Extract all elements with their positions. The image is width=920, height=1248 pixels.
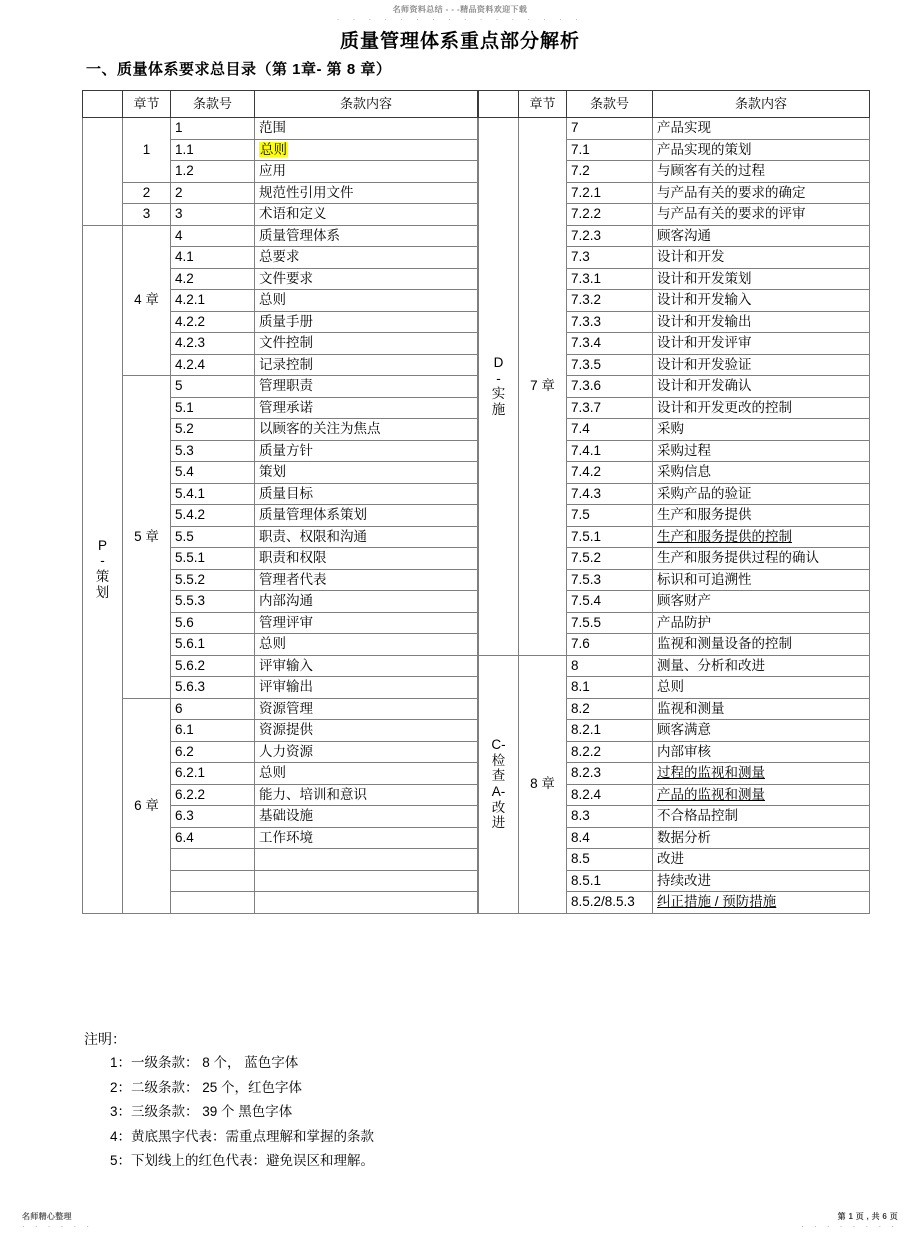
- right-header-pdca-spacer: [479, 91, 519, 118]
- clause-content-cell: [653, 376, 870, 398]
- clause-number-cell: [171, 849, 255, 871]
- clause-number-cell: 5: [171, 376, 255, 398]
- note-item: 4：黄底黑字代表：需重点理解和掌握的条款: [110, 1128, 375, 1144]
- left-header-chapter: 章节: [123, 91, 171, 118]
- clause-content-cell: [255, 290, 478, 312]
- clause-number-cell: 7.4.1: [567, 440, 653, 462]
- clause-content-cell: [653, 612, 870, 634]
- clause-number-cell: 6.2.2: [171, 784, 255, 806]
- clause-text: 生产和服务提供: [657, 507, 752, 523]
- right-header-chapter: 章节: [519, 91, 567, 118]
- pdca-char: 策: [95, 569, 110, 584]
- page-title: 质量管理体系重点部分解析: [339, 31, 580, 52]
- clause-text: 生产和服务提供过程的确认: [657, 550, 819, 566]
- underlined-clause-text: 生产和服务提供的控制: [657, 528, 792, 544]
- table-row: [83, 204, 478, 226]
- clause-text: 改进: [657, 851, 684, 867]
- clause-number-cell: 8.5: [567, 849, 653, 871]
- clause-text: 管理承诺: [259, 399, 313, 415]
- clause-text: 不合格品控制: [657, 808, 738, 824]
- clause-text: 职责、权限和沟通: [259, 528, 367, 544]
- clause-number-cell: 4.2.3: [171, 333, 255, 355]
- clause-content-cell: [653, 247, 870, 269]
- clause-text: 职责和权限: [259, 550, 327, 566]
- clause-number-cell: 5.1: [171, 397, 255, 419]
- clause-text: 总要求: [259, 249, 300, 265]
- clause-content-cell: [653, 161, 870, 183]
- clause-number-cell: 3: [171, 204, 255, 226]
- clause-number-cell: 8.3: [567, 806, 653, 828]
- clause-content-cell: [255, 268, 478, 290]
- left-header-pdca-spacer: [83, 91, 123, 118]
- note-item: 3：三级条款： 39 个 黑色字体: [110, 1104, 293, 1119]
- clause-content-cell: [653, 440, 870, 462]
- clause-text: 术语和定义: [259, 206, 327, 222]
- clause-content-cell: [255, 311, 478, 333]
- clause-number-cell: 6: [171, 698, 255, 720]
- clause-content-cell: [653, 634, 870, 656]
- pdca-char: 施: [491, 401, 506, 417]
- clause-number-cell: 4.2.4: [171, 354, 255, 376]
- clause-content-cell: [255, 118, 478, 140]
- notes-list: [84, 1056, 374, 1168]
- clause-number-cell: 7.4.3: [567, 483, 653, 505]
- clause-number-cell: 8.2.3: [567, 763, 653, 785]
- clause-text: 管理职责: [259, 378, 313, 394]
- clause-text: 产品防护: [657, 614, 711, 630]
- clause-text: 规范性引用文件: [259, 184, 354, 200]
- clause-content-cell: [653, 849, 870, 871]
- clause-content-cell: [255, 892, 478, 914]
- clause-content-cell: [653, 569, 870, 591]
- chapter-cell: 5 章: [123, 376, 171, 699]
- clause-number-cell: 8.5.1: [567, 870, 653, 892]
- clause-number-cell: 5.5.3: [171, 591, 255, 613]
- clause-text: 设计和开发确认: [657, 378, 752, 394]
- clause-content-cell: [255, 419, 478, 441]
- clause-number-cell: 7.2.1: [567, 182, 653, 204]
- clause-content-cell: [255, 763, 478, 785]
- header-watermark-text: 名师资料总结 - - -精品资料欢迎下载: [392, 5, 528, 14]
- pdca-label-empty: [83, 118, 123, 226]
- notes-title: 注明：: [84, 1031, 126, 1047]
- clause-content-cell: [653, 397, 870, 419]
- clause-content-cell: [653, 720, 870, 742]
- clause-text: 以顾客的关注为焦点: [259, 421, 381, 437]
- clause-content-cell: [255, 354, 478, 376]
- clause-text: 资源提供: [259, 722, 313, 738]
- clause-content-cell: [653, 139, 870, 161]
- clause-content-cell: [653, 827, 870, 849]
- footer-watermark-right-dots: · · · · · · · ·: [801, 1222, 898, 1231]
- table-row: [83, 376, 478, 398]
- pdca-char: D: [493, 355, 504, 371]
- clause-text: 设计和开发输入: [657, 292, 752, 308]
- clause-number-cell: [171, 892, 255, 914]
- clause-number-cell: 8.2.4: [567, 784, 653, 806]
- clause-content-cell: [653, 741, 870, 763]
- clause-number-cell: 7: [567, 118, 653, 140]
- table-row: [83, 182, 478, 204]
- clause-number-cell: 7.3.3: [567, 311, 653, 333]
- clause-number-cell: 4.2.1: [171, 290, 255, 312]
- pdca-char: -: [496, 370, 501, 386]
- clause-text: 文件要求: [259, 270, 313, 286]
- clause-text: 采购过程: [657, 442, 711, 458]
- left-header-clause-content: 条款内容: [255, 91, 478, 118]
- clause-text: 采购: [657, 421, 684, 437]
- clause-text: 测量、分析和改进: [657, 657, 765, 673]
- clause-number-cell: 4.2.2: [171, 311, 255, 333]
- clause-content-cell: [653, 333, 870, 355]
- clause-content-cell: [653, 806, 870, 828]
- clause-content-cell: [653, 311, 870, 333]
- right-header-clause-no: 条款号: [567, 91, 653, 118]
- underlined-clause-text: 纠正措施 / 预防措施: [657, 894, 777, 910]
- clause-content-cell: [255, 204, 478, 226]
- pdca-char: -: [100, 553, 105, 569]
- pdca-char: 查: [491, 768, 506, 784]
- pdca-char: 检: [491, 752, 506, 768]
- left-header-clause-no: 条款号: [171, 91, 255, 118]
- clause-number-cell: 7.5: [567, 505, 653, 527]
- clause-number-cell: 8.5.2/8.5.3: [567, 892, 653, 914]
- highlighted-clause-text: 总则: [260, 141, 287, 157]
- clause-number-cell: 7.4: [567, 419, 653, 441]
- clause-content-cell: [653, 204, 870, 226]
- clause-content-cell: [255, 139, 478, 161]
- clause-text: 管理者代表: [259, 571, 327, 587]
- clause-number-cell: 1: [171, 118, 255, 140]
- clause-text: 应用: [259, 163, 286, 179]
- clause-text: 文件控制: [259, 335, 313, 351]
- clause-number-cell: 7.5.2: [567, 548, 653, 570]
- clause-number-cell: 8.2.2: [567, 741, 653, 763]
- clause-directory-tables: [82, 90, 870, 914]
- clause-number-cell: 7.5.4: [567, 591, 653, 613]
- clause-number-cell: 2: [171, 182, 255, 204]
- clause-text: 产品实现的策划: [657, 141, 752, 157]
- clause-text: 总则: [259, 292, 286, 308]
- pdca-char: P: [97, 537, 107, 553]
- clause-content-cell: [255, 591, 478, 613]
- clause-content-cell: [653, 591, 870, 613]
- clause-text: 总则: [259, 765, 286, 781]
- clause-content-cell: [255, 612, 478, 634]
- clause-number-cell: 6.1: [171, 720, 255, 742]
- clause-content-cell: [653, 290, 870, 312]
- clause-content-cell: [255, 225, 478, 247]
- clause-text: 顾客沟通: [657, 227, 711, 243]
- clause-content-cell: [653, 892, 870, 914]
- clause-number-cell: 7.3: [567, 247, 653, 269]
- pdca-label-check_act: [479, 655, 519, 913]
- clause-content-cell: [653, 784, 870, 806]
- clause-text: 工作环境: [259, 829, 313, 845]
- clause-text: 资源管理: [259, 700, 313, 716]
- clause-number-cell: 7.1: [567, 139, 653, 161]
- pdca-char: 划: [95, 584, 110, 600]
- chapter-cell: 1: [123, 118, 171, 183]
- note-item: 2：二级条款： 25 个，红色字体: [110, 1079, 303, 1095]
- clause-number-cell: 7.2.2: [567, 204, 653, 226]
- right-table-body: [479, 118, 870, 914]
- clause-text: 质量方针: [259, 442, 313, 458]
- clause-content-cell: [255, 634, 478, 656]
- chapter-cell: 6 章: [123, 698, 171, 913]
- clause-content-cell: [255, 548, 478, 570]
- clause-text: 设计和开发验证: [657, 356, 752, 372]
- clause-number-cell: 1.1: [171, 139, 255, 161]
- clause-number-cell: 8.1: [567, 677, 653, 699]
- pdca-label-plan: [83, 225, 123, 913]
- table-row: [479, 655, 870, 677]
- clause-content-cell: [255, 677, 478, 699]
- clause-text: 采购信息: [657, 464, 711, 480]
- underlined-clause-text: 过程的监视和测量: [657, 765, 765, 781]
- clause-content-cell: [255, 784, 478, 806]
- clause-number-cell: 5.5: [171, 526, 255, 548]
- clause-number-cell: 7.3.5: [567, 354, 653, 376]
- clause-number-cell: 7.3.2: [567, 290, 653, 312]
- clause-content-cell: [255, 376, 478, 398]
- clause-text: 记录控制: [259, 356, 313, 372]
- right-clause-table: [478, 90, 870, 914]
- clause-number-cell: 5.4: [171, 462, 255, 484]
- clause-content-cell: [653, 182, 870, 204]
- clause-content-cell: [255, 827, 478, 849]
- clause-content-cell: [255, 333, 478, 355]
- clause-content-cell: [255, 397, 478, 419]
- header-watermark-dots: · · · · · · · · · · · · · · · ·: [336, 15, 584, 24]
- clause-text: 设计和开发评审: [657, 335, 752, 351]
- clause-number-cell: 8: [567, 655, 653, 677]
- footer-watermark-left-dots: · · · · · ·: [22, 1222, 94, 1231]
- clause-text: 与产品有关的要求的评审: [657, 206, 806, 222]
- clause-text: 采购产品的验证: [657, 485, 752, 501]
- clause-number-cell: 8.4: [567, 827, 653, 849]
- clause-text: 范围: [259, 120, 286, 136]
- clause-number-cell: 1.2: [171, 161, 255, 183]
- clause-text: 内部审核: [657, 743, 711, 759]
- clause-number-cell: 5.6.2: [171, 655, 255, 677]
- clause-text: 顾客满意: [657, 722, 711, 738]
- clause-content-cell: [653, 870, 870, 892]
- clause-text: 管理评审: [259, 614, 313, 630]
- clause-text: 质量手册: [259, 313, 313, 329]
- clause-text: 监视和测量设备的控制: [657, 636, 792, 652]
- clause-number-cell: 6.3: [171, 806, 255, 828]
- pdca-char: 进: [491, 815, 506, 831]
- clause-content-cell: [255, 505, 478, 527]
- clause-content-cell: [255, 720, 478, 742]
- clause-number-cell: 5.6.3: [171, 677, 255, 699]
- clause-content-cell: [255, 870, 478, 892]
- clause-text: 质量管理体系策划: [259, 507, 367, 523]
- clause-content-cell: [653, 655, 870, 677]
- clause-number-cell: 5.6.1: [171, 634, 255, 656]
- pdca-char: 实: [491, 386, 506, 402]
- footer-watermark-left: 名师精心整理: [22, 1212, 72, 1221]
- clause-content-cell: [255, 526, 478, 548]
- clause-text: 策划: [259, 464, 286, 480]
- clause-number-cell: 7.3.6: [567, 376, 653, 398]
- clause-text: 能力、培训和意识: [259, 786, 367, 802]
- pdca-label-do: [479, 118, 519, 656]
- clause-content-cell: [653, 763, 870, 785]
- clause-content-cell: [653, 548, 870, 570]
- clause-content-cell: [653, 354, 870, 376]
- clause-number-cell: 5.6: [171, 612, 255, 634]
- notes-block: [84, 1032, 374, 1179]
- clause-number-cell: 5.2: [171, 419, 255, 441]
- left-table-container: [82, 90, 478, 914]
- chapter-cell: 2: [123, 182, 171, 204]
- section-heading: 一、质量体系要求总目录（第 1章- 第 8 章）: [86, 61, 392, 78]
- clause-content-cell: [255, 849, 478, 871]
- clause-number-cell: 5.5.2: [171, 569, 255, 591]
- clause-text: 总则: [259, 636, 286, 652]
- clause-text: 标识和可追溯性: [657, 571, 752, 587]
- clause-text: 顾客财产: [657, 593, 711, 609]
- clause-text: 质量管理体系: [259, 227, 340, 243]
- clause-number-cell: 7.2.3: [567, 225, 653, 247]
- table-row: [479, 118, 870, 140]
- clause-number-cell: 7.2: [567, 161, 653, 183]
- underlined-clause-text: 产品的监视和测量: [657, 786, 765, 802]
- chapter-cell: 3: [123, 204, 171, 226]
- right-table-container: [478, 90, 870, 914]
- clause-number-cell: 4.1: [171, 247, 255, 269]
- clause-content-cell: [653, 268, 870, 290]
- clause-text: 数据分析: [657, 829, 711, 845]
- clause-text: 与顾客有关的过程: [657, 163, 765, 179]
- clause-text: 质量目标: [259, 485, 313, 501]
- clause-content-cell: [255, 806, 478, 828]
- clause-number-cell: 7.5.1: [567, 526, 653, 548]
- clause-number-cell: 8.2.1: [567, 720, 653, 742]
- clause-number-cell: 4.2: [171, 268, 255, 290]
- clause-number-cell: 7.3.4: [567, 333, 653, 355]
- clause-number-cell: 7.3.7: [567, 397, 653, 419]
- clause-text: 与产品有关的要求的确定: [657, 184, 806, 200]
- clause-text: 产品实现: [657, 120, 711, 136]
- clause-text: 总则: [657, 679, 684, 695]
- clause-content-cell: [653, 698, 870, 720]
- pdca-char: C-: [491, 737, 506, 753]
- page-number: 第 1 页 , 共 6 页: [837, 1212, 898, 1221]
- note-item: 1：一级条款： 8 个， 蓝色字体: [110, 1055, 299, 1070]
- clause-content-cell: [255, 483, 478, 505]
- clause-text: 设计和开发策划: [657, 270, 752, 286]
- clause-text: 设计和开发更改的控制: [657, 399, 792, 415]
- pdca-char: A-: [491, 784, 506, 799]
- left-table-body: [83, 118, 478, 914]
- clause-number-cell: 7.6: [567, 634, 653, 656]
- clause-number-cell: 6.4: [171, 827, 255, 849]
- clause-text: 设计和开发输出: [657, 313, 752, 329]
- clause-content-cell: [255, 655, 478, 677]
- clause-number-cell: 8.2: [567, 698, 653, 720]
- clause-content-cell: [255, 247, 478, 269]
- note-item: 5：下划线上的红色代表：避免误区和理解。: [110, 1153, 375, 1168]
- clause-number-cell: [171, 870, 255, 892]
- clause-content-cell: [255, 698, 478, 720]
- clause-number-cell: 5.3: [171, 440, 255, 462]
- clause-content-cell: [255, 569, 478, 591]
- clause-number-cell: 7.5.3: [567, 569, 653, 591]
- clause-content-cell: [255, 161, 478, 183]
- clause-content-cell: [653, 225, 870, 247]
- chapter-cell: 4 章: [123, 225, 171, 376]
- clause-number-cell: 6.2: [171, 741, 255, 763]
- table-row: [83, 698, 478, 720]
- clause-number-cell: 6.2.1: [171, 763, 255, 785]
- clause-content-cell: [653, 526, 870, 548]
- clause-content-cell: [653, 483, 870, 505]
- clause-text: 持续改进: [657, 872, 711, 888]
- table-row: [83, 118, 478, 140]
- right-header-clause-content: 条款内容: [653, 91, 870, 118]
- clause-content-cell: [653, 118, 870, 140]
- clause-text: 评审输入: [259, 657, 313, 673]
- clause-text: 内部沟通: [259, 593, 313, 609]
- chapter-cell: 8 章: [519, 655, 567, 913]
- clause-content-cell: [255, 182, 478, 204]
- table-row: [83, 225, 478, 247]
- clause-number-cell: 7.3.1: [567, 268, 653, 290]
- clause-text: 监视和测量: [657, 700, 725, 716]
- pdca-char: 改: [491, 799, 506, 815]
- clause-content-cell: [255, 440, 478, 462]
- clause-content-cell: [255, 462, 478, 484]
- left-table-header-row: [83, 91, 478, 118]
- clause-number-cell: 7.5.5: [567, 612, 653, 634]
- clause-number-cell: 7.4.2: [567, 462, 653, 484]
- clause-content-cell: [653, 462, 870, 484]
- clause-content-cell: [653, 505, 870, 527]
- clause-text: 评审输出: [259, 679, 313, 695]
- clause-number-cell: 4: [171, 225, 255, 247]
- right-table-header-row: [479, 91, 870, 118]
- clause-content-cell: [255, 741, 478, 763]
- clause-number-cell: 5.5.1: [171, 548, 255, 570]
- chapter-cell: 7 章: [519, 118, 567, 656]
- clause-text: 设计和开发: [657, 249, 725, 265]
- clause-text: 人力资源: [259, 743, 313, 759]
- clause-content-cell: [653, 419, 870, 441]
- clause-number-cell: 5.4.1: [171, 483, 255, 505]
- clause-number-cell: 5.4.2: [171, 505, 255, 527]
- clause-text: 基础设施: [259, 808, 313, 824]
- left-clause-table: [82, 90, 478, 914]
- clause-content-cell: [653, 677, 870, 699]
